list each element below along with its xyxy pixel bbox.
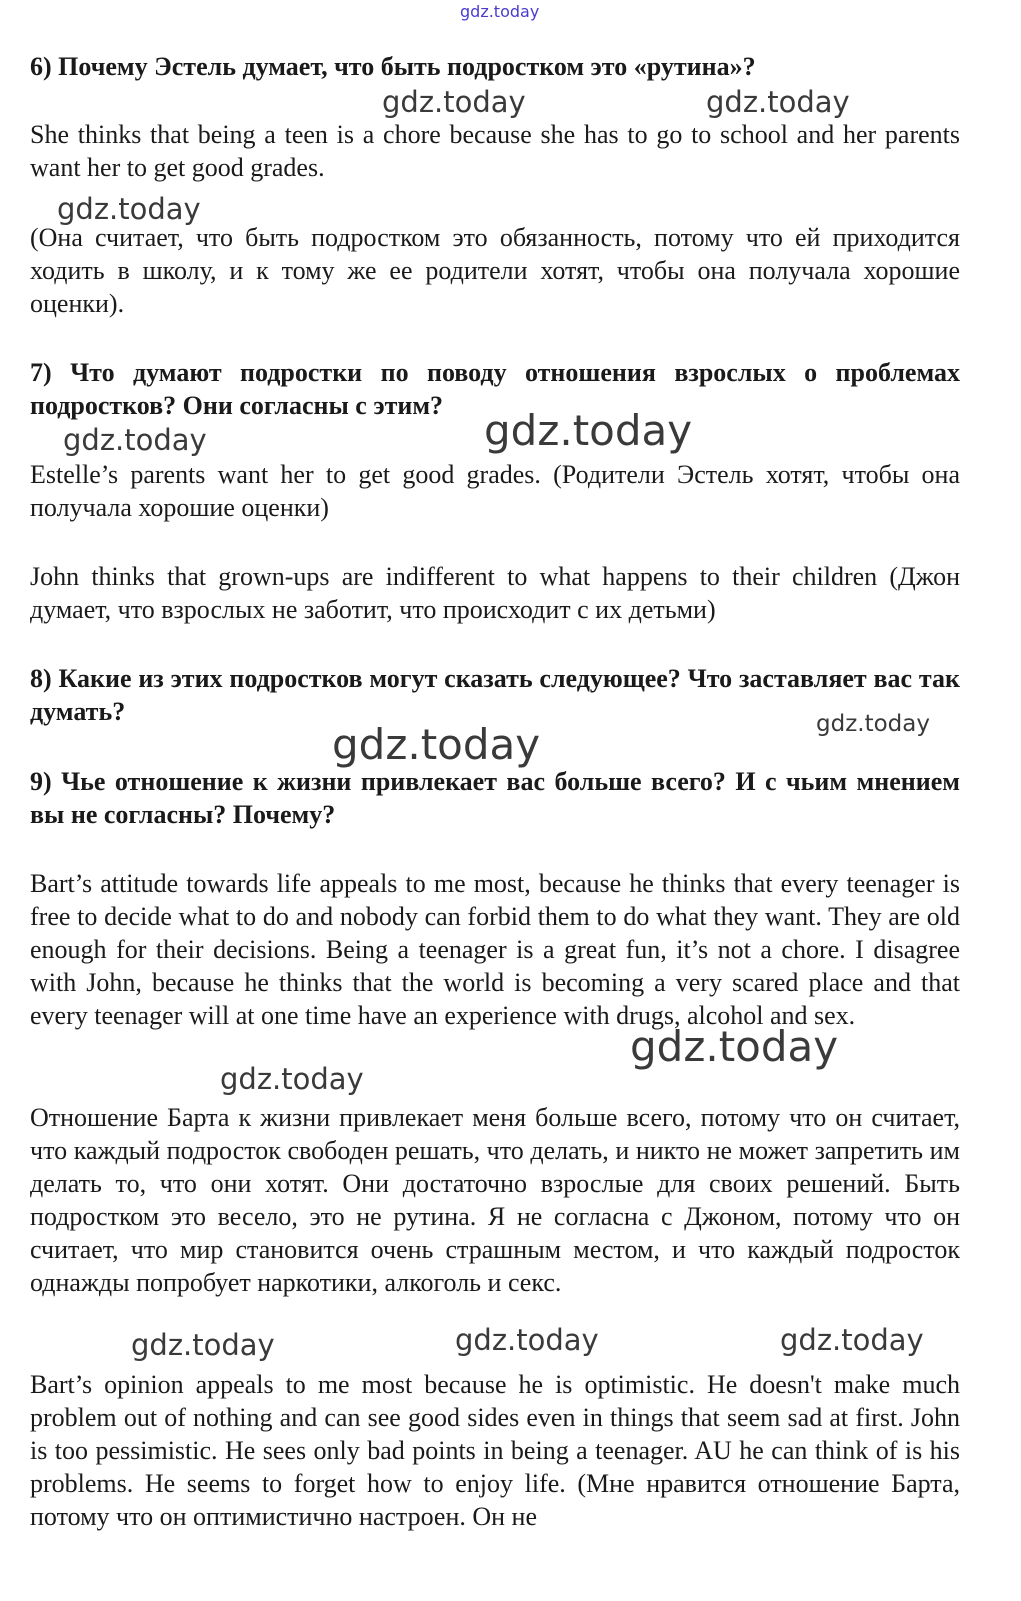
answer-6-russian: (Она считает, что быть подростком это обязанность, потому что ей приходится ходить в школу, и к тому же ее родители хотят, чтобы она получала хорошие оценки). bbox=[30, 223, 960, 318]
watermark: gdz.today bbox=[220, 1062, 364, 1096]
question-9: 9) Чье отношение к жизни привлекает вас больше всего? И с чьим мнением вы не согласны? Почему? bbox=[30, 767, 960, 829]
answer-6-english: She thinks that being a teen is a chore because she has to go to school and her parents want her to get good grades. bbox=[30, 120, 960, 182]
question-8: 8) Какие из этих подростков могут сказать следующее? Что заставляет вас так думать? bbox=[30, 664, 960, 726]
watermark-top: gdz.today bbox=[460, 2, 540, 21]
watermark: gdz.today bbox=[484, 406, 693, 455]
question-6: 6) Почему Эстель думает, что быть подростком это «рутина»? bbox=[30, 52, 756, 81]
watermark: gdz.today bbox=[382, 85, 526, 119]
watermark: gdz.today bbox=[332, 720, 541, 769]
watermark: gdz.today bbox=[455, 1323, 599, 1357]
watermark: gdz.today bbox=[131, 1328, 275, 1362]
watermark: gdz.today bbox=[63, 423, 207, 457]
answer-7-part-1: Estelle’s parents want her to get good grades. (Родители Эстель хотят, чтобы она получала хорошие оценки) bbox=[30, 460, 960, 522]
question-7: 7) Что думают подростки по поводу отношения взрослых о проблемах подростков? Они согласны с этим? bbox=[30, 358, 960, 420]
answer-9-english-1: Bart’s attitude towards life appeals to me most, because he thinks that every teenager is free to decide what to do and nobody can forbid them to do what they want. They are old enough for their decisions. Being a teenager is a great fun, it’s not a chore. I disagree with John, because he thinks that the world is becoming a very scared place and that every teenager will at one time have an experience with drugs, alcohol and sex. bbox=[30, 869, 960, 1030]
answer-9-russian-1: Отношение Барта к жизни привлекает меня больше всего, потому что он считает, что каждый подросток свободен решать, что делать, и никто не может запретить им делать то, что они хотят. Они достаточно взрослые для своих решений. Быть подростком это весело, это не рутина. Я не согласна с Джоном, потому что он считает, что мир становится очень страшным местом, и что каждый подросток однажды попробует наркотики, алкоголь и секс. bbox=[30, 1103, 960, 1297]
watermark: gdz.today bbox=[706, 85, 850, 119]
watermark: gdz.today bbox=[816, 711, 930, 737]
answer-9-english-2: Bart’s opinion appeals to me most because he is optimistic. He doesn't make much problem out of nothing and can see good sides even in things that seem sad at first. John is too pessimistic. He sees only bad points in being a teenager. AU he can think of is his problems. He seems to forget how to enjoy life. (Мне нравится отношение Барта, потому что он оптимистично настроен. Он не bbox=[30, 1370, 960, 1531]
answer-7-part-2: John thinks that grown-ups are indifferent to what happens to their children (Джон думает, что взрослых не заботит, что происходит с их детьми) bbox=[30, 562, 960, 624]
watermark: gdz.today bbox=[780, 1323, 924, 1357]
watermark: gdz.today bbox=[57, 192, 201, 226]
watermark: gdz.today bbox=[630, 1022, 839, 1071]
